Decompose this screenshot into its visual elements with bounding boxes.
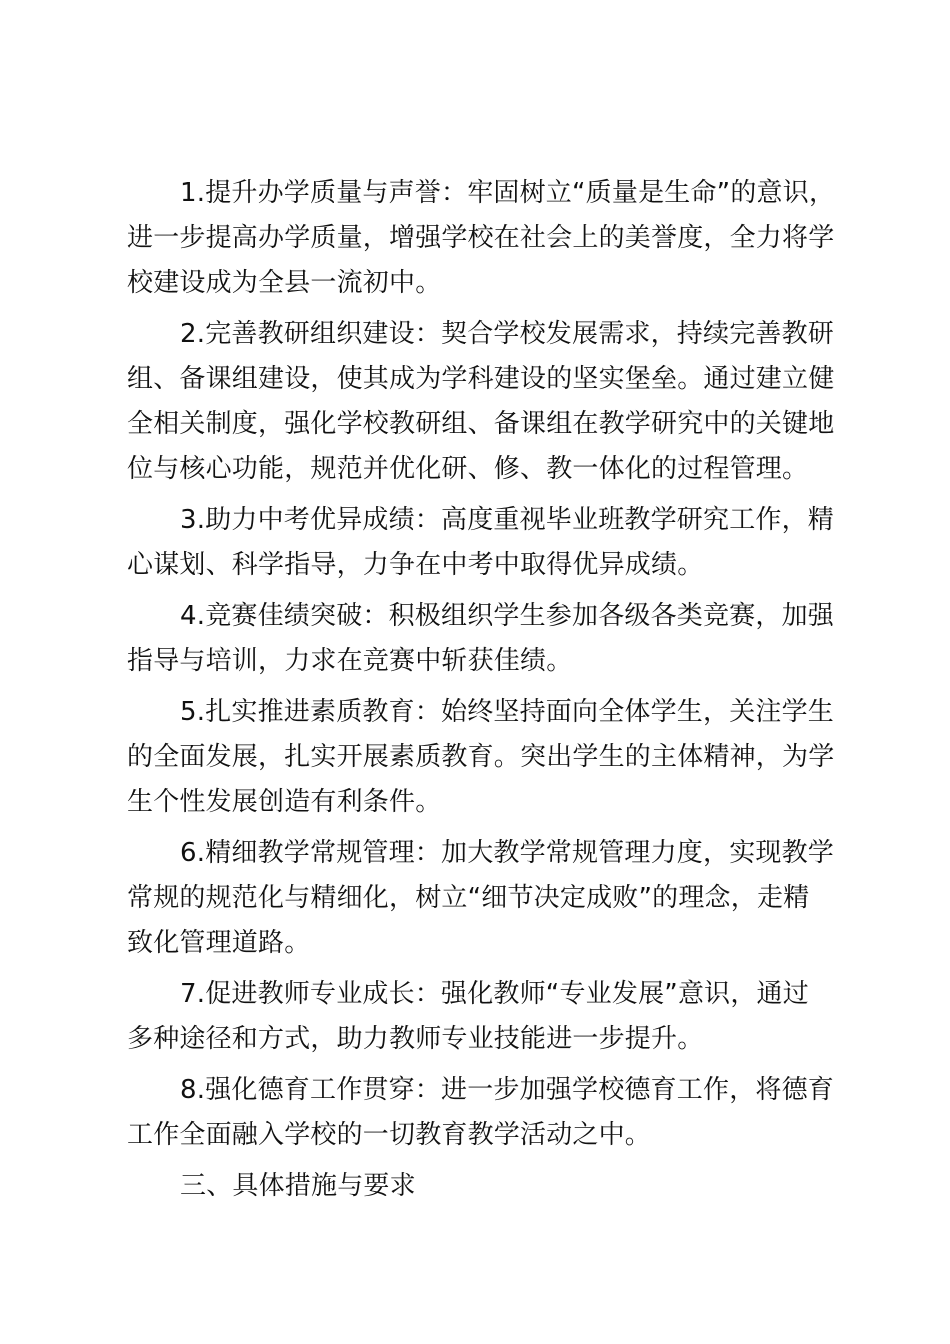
paragraph-line: 心谋划、科学指导，力争在中考中取得优异成绩。	[127, 550, 704, 580]
paragraph-line: 组、备课组建设，使其成为学科建设的坚实堡垒。通过建立健	[127, 364, 835, 394]
section-heading: 三、具体措施与要求	[180, 1171, 416, 1201]
document-page	[127, 171, 836, 1215]
paragraph-line: 1.提升办学质量与声誉：牢固树立“质量是生命”的意识，	[180, 178, 836, 208]
paragraph-1	[127, 171, 836, 306]
paragraph-line: 生个性发展创造有利条件。	[127, 787, 442, 817]
paragraph-2	[127, 312, 835, 492]
paragraph-line: 全相关制度，强化学校教研组、备课组在教学研究中的关键地	[127, 409, 835, 439]
paragraph-3	[127, 498, 835, 588]
paragraph-line: 5.扎实推进素质教育：始终坚持面向全体学生，关注学生	[180, 697, 835, 727]
paragraph-8	[127, 1068, 835, 1158]
paragraph-line: 常规的规范化与精细化，树立“细节决定成败”的理念，走精	[127, 883, 810, 913]
paragraph-4	[127, 594, 835, 684]
paragraph-5	[127, 690, 835, 825]
paragraph-line: 6.精细教学常规管理：加大教学常规管理力度，实现教学	[180, 838, 835, 868]
paragraph-line: 的全面发展，扎实开展素质教育。突出学生的主体精神，为学	[127, 742, 835, 772]
section-heading-block	[127, 1164, 832, 1209]
paragraph-line: 位与核心功能，规范并优化研、修、教一体化的过程管理。	[127, 454, 809, 484]
paragraph-line: 3.助力中考优异成绩：高度重视毕业班教学研究工作，精	[180, 505, 835, 535]
paragraph-line: 工作全面融入学校的一切教育教学活动之中。	[127, 1120, 652, 1150]
paragraph-line: 8.强化德育工作贯穿：进一步加强学校德育工作，将德育	[180, 1075, 835, 1105]
paragraph-6	[127, 831, 835, 966]
paragraph-line: 进一步提高办学质量，增强学校在社会上的美誉度，全力将学	[127, 223, 835, 253]
paragraph-line: 2.完善教研组织建设：契合学校发展需求，持续完善教研	[180, 319, 835, 349]
paragraph-line: 7.促进教师专业成长：强化教师“专业发展”意识，通过	[180, 979, 809, 1009]
paragraph-line: 4.竞赛佳绩突破：积极组织学生参加各级各类竞赛，加强	[180, 601, 835, 631]
paragraph-line: 多种途径和方式，助力教师专业技能进一步提升。	[127, 1024, 704, 1054]
paragraph-line: 校建设成为全县一流初中。	[127, 268, 442, 298]
paragraph-line: 致化管理道路。	[127, 928, 311, 958]
paragraph-line: 指导与培训，力求在竞赛中斩获佳绩。	[127, 646, 573, 676]
paragraph-7	[127, 972, 832, 1062]
